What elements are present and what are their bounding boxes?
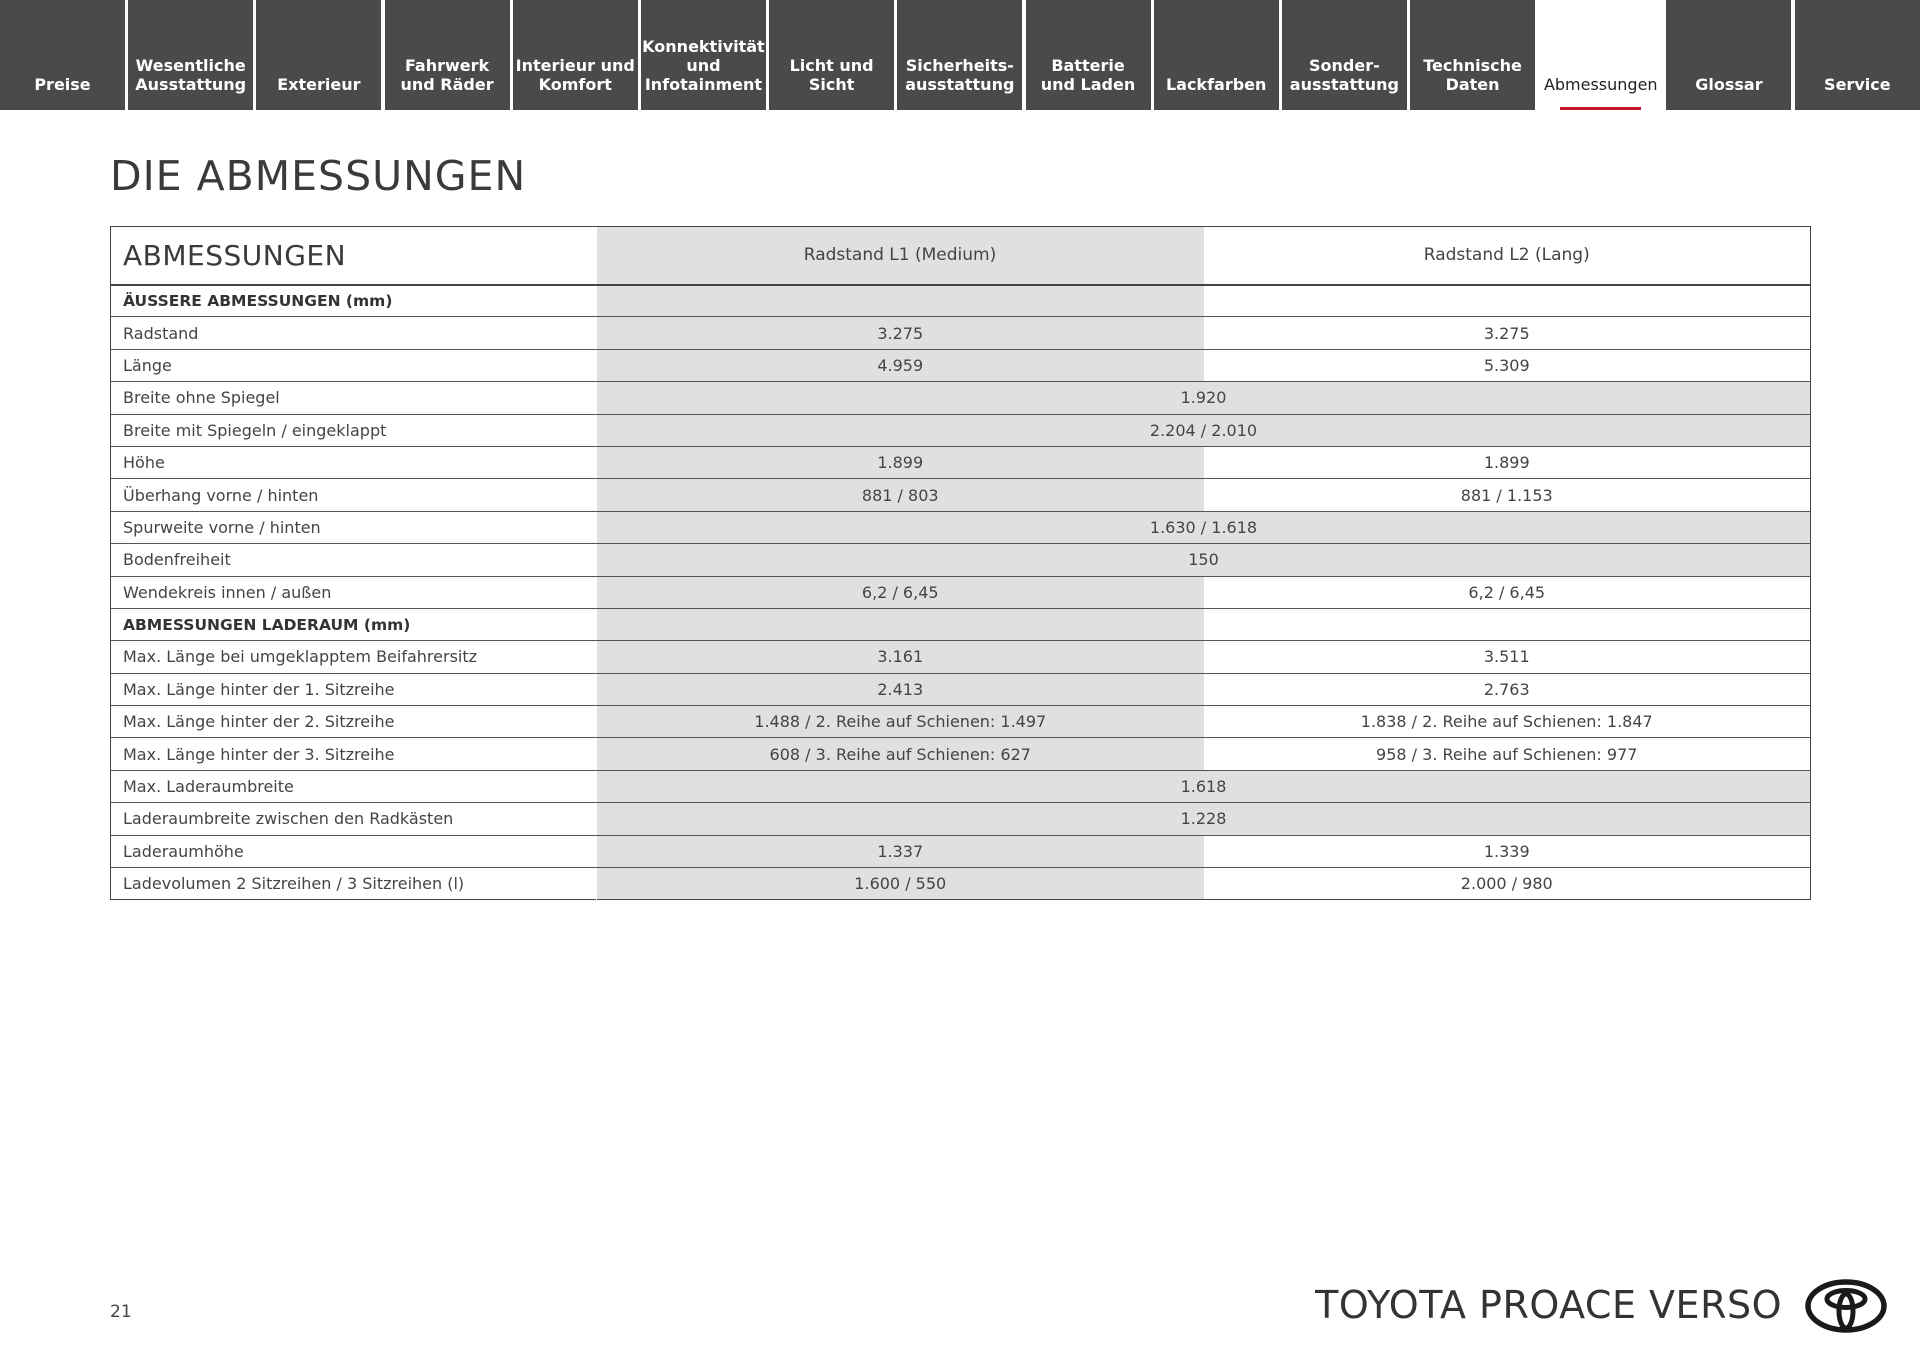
nav-tab-sonder-ausstattung[interactable]: Sonder- ausstattung xyxy=(1282,0,1407,110)
nav-tab-konnektivität-und-infotainment[interactable]: Konnektivität und Infotainment xyxy=(641,0,766,110)
value-cell-l2: 3.275 xyxy=(1204,317,1811,349)
value-cell-both: 2.204 / 2.010 xyxy=(597,414,1811,446)
nav-tab-wesentliche-ausstattung[interactable]: Wesentliche Ausstattung xyxy=(128,0,253,110)
nav-tab-licht-und-sicht[interactable]: Licht und Sicht xyxy=(769,0,894,110)
page-number: 21 xyxy=(110,1302,132,1322)
row-label: Max. Länge hinter der 3. Sitzreihe xyxy=(111,738,597,770)
value-cell-l2: 1.838 / 2. Reihe auf Schienen: 1.847 xyxy=(1204,706,1811,738)
nav-tab-sicherheits-ausstattung[interactable]: Sicherheits- ausstattung xyxy=(897,0,1022,110)
value-cell-l2: 3.511 xyxy=(1204,641,1811,673)
empty-cell-l2 xyxy=(1204,285,1811,317)
table-header-l2: Radstand L2 (Lang) xyxy=(1204,227,1811,285)
row-label: Länge xyxy=(111,349,597,381)
row-label: Ladevolumen 2 Sitzreihen / 3 Sitzreihen (l) xyxy=(111,868,597,900)
table-row xyxy=(111,576,1811,608)
nav-tab-abmessungen[interactable]: Abmessungen xyxy=(1538,0,1663,110)
table-row xyxy=(111,738,1811,770)
value-cell-l2: 881 / 1.153 xyxy=(1204,479,1811,511)
table-row xyxy=(111,511,1811,543)
row-label: Überhang vorne / hinten xyxy=(111,479,597,511)
value-cell-l1: 6,2 / 6,45 xyxy=(597,576,1204,608)
table-row xyxy=(111,706,1811,738)
table-header-l1: Radstand L1 (Medium) xyxy=(597,227,1204,285)
nav-tab-service[interactable]: Service xyxy=(1795,0,1920,110)
table-row xyxy=(111,803,1811,835)
value-cell-l2: 958 / 3. Reihe auf Schienen: 977 xyxy=(1204,738,1811,770)
value-cell-both: 1.618 xyxy=(597,770,1811,802)
row-label: Max. Länge bei umgeklapptem Beifahrersitz xyxy=(111,641,597,673)
value-cell-l1: 1.488 / 2. Reihe auf Schienen: 1.497 xyxy=(597,706,1204,738)
nav-tab-preise[interactable]: Preise xyxy=(0,0,125,110)
table-row xyxy=(111,349,1811,381)
row-label: Max. Länge hinter der 2. Sitzreihe xyxy=(111,706,597,738)
value-cell-l1: 4.959 xyxy=(597,349,1204,381)
value-cell-l1: 881 / 803 xyxy=(597,479,1204,511)
value-cell-l2: 1.339 xyxy=(1204,835,1811,867)
table-header-label: ABMESSUNGEN xyxy=(111,227,597,285)
toyota-logo-icon xyxy=(1804,1278,1888,1334)
table-row xyxy=(111,479,1811,511)
row-label: Laderaumhöhe xyxy=(111,835,597,867)
row-label: Radstand xyxy=(111,317,597,349)
nav-tab-batterie-und-laden[interactable]: Batterie und Laden xyxy=(1026,0,1151,110)
brand-title: TOYOTA PROACE VERSO xyxy=(1315,1283,1782,1327)
row-label: Breite ohne Spiegel xyxy=(111,382,597,414)
table-section-row xyxy=(111,285,1811,317)
top-navigation xyxy=(0,0,1920,110)
table-row xyxy=(111,414,1811,446)
value-cell-both: 1.228 xyxy=(597,803,1811,835)
value-cell-l1: 608 / 3. Reihe auf Schienen: 627 xyxy=(597,738,1204,770)
section-heading: ABMESSUNGEN LADERAUM (mm) xyxy=(111,608,597,640)
table-row xyxy=(111,382,1811,414)
section-heading: ÄUSSERE ABMESSUNGEN (mm) xyxy=(111,285,597,317)
table-row xyxy=(111,544,1811,576)
value-cell-l1: 1.899 xyxy=(597,446,1204,478)
value-cell-both: 150 xyxy=(597,544,1811,576)
row-label: Spurweite vorne / hinten xyxy=(111,511,597,543)
dimensions-table xyxy=(110,226,1811,900)
empty-cell-l1 xyxy=(597,608,1204,640)
table-row xyxy=(111,446,1811,478)
table-row xyxy=(111,770,1811,802)
value-cell-l1: 1.600 / 550 xyxy=(597,868,1204,900)
table-row xyxy=(111,673,1811,705)
empty-cell-l2 xyxy=(1204,608,1811,640)
empty-cell-l1 xyxy=(597,285,1204,317)
value-cell-l2: 6,2 / 6,45 xyxy=(1204,576,1811,608)
row-label: Laderaumbreite zwischen den Radkästen xyxy=(111,803,597,835)
value-cell-l1: 3.161 xyxy=(597,641,1204,673)
value-cell-l1: 2.413 xyxy=(597,673,1204,705)
table-row xyxy=(111,835,1811,867)
row-label: Höhe xyxy=(111,446,597,478)
table-row xyxy=(111,868,1811,900)
table-header-row xyxy=(111,227,1811,285)
row-label: Wendekreis innen / außen xyxy=(111,576,597,608)
row-label: Max. Laderaumbreite xyxy=(111,770,597,802)
nav-tab-fahrwerk-und-räder[interactable]: Fahrwerk und Räder xyxy=(385,0,510,110)
table-section-row xyxy=(111,608,1811,640)
value-cell-both: 1.630 / 1.618 xyxy=(597,511,1811,543)
value-cell-l2: 2.000 / 980 xyxy=(1204,868,1811,900)
nav-tab-interieur-und-komfort[interactable]: Interieur und Komfort xyxy=(513,0,638,110)
value-cell-both: 1.920 xyxy=(597,382,1811,414)
value-cell-l1: 1.337 xyxy=(597,835,1204,867)
row-label: Breite mit Spiegeln / eingeklappt xyxy=(111,414,597,446)
nav-tab-exterieur[interactable]: Exterieur xyxy=(256,0,381,110)
table-body xyxy=(111,285,1811,900)
value-cell-l2: 1.899 xyxy=(1204,446,1811,478)
nav-tab-glossar[interactable]: Glossar xyxy=(1666,0,1791,110)
row-label: Bodenfreiheit xyxy=(111,544,597,576)
table-row xyxy=(111,317,1811,349)
row-label: Max. Länge hinter der 1. Sitzreihe xyxy=(111,673,597,705)
page-title: DIE ABMESSUNGEN xyxy=(110,152,527,200)
nav-tab-technische-daten[interactable]: Technische Daten xyxy=(1410,0,1535,110)
value-cell-l1: 3.275 xyxy=(597,317,1204,349)
table-row xyxy=(111,641,1811,673)
value-cell-l2: 2.763 xyxy=(1204,673,1811,705)
value-cell-l2: 5.309 xyxy=(1204,349,1811,381)
nav-tab-lackfarben[interactable]: Lackfarben xyxy=(1154,0,1279,110)
